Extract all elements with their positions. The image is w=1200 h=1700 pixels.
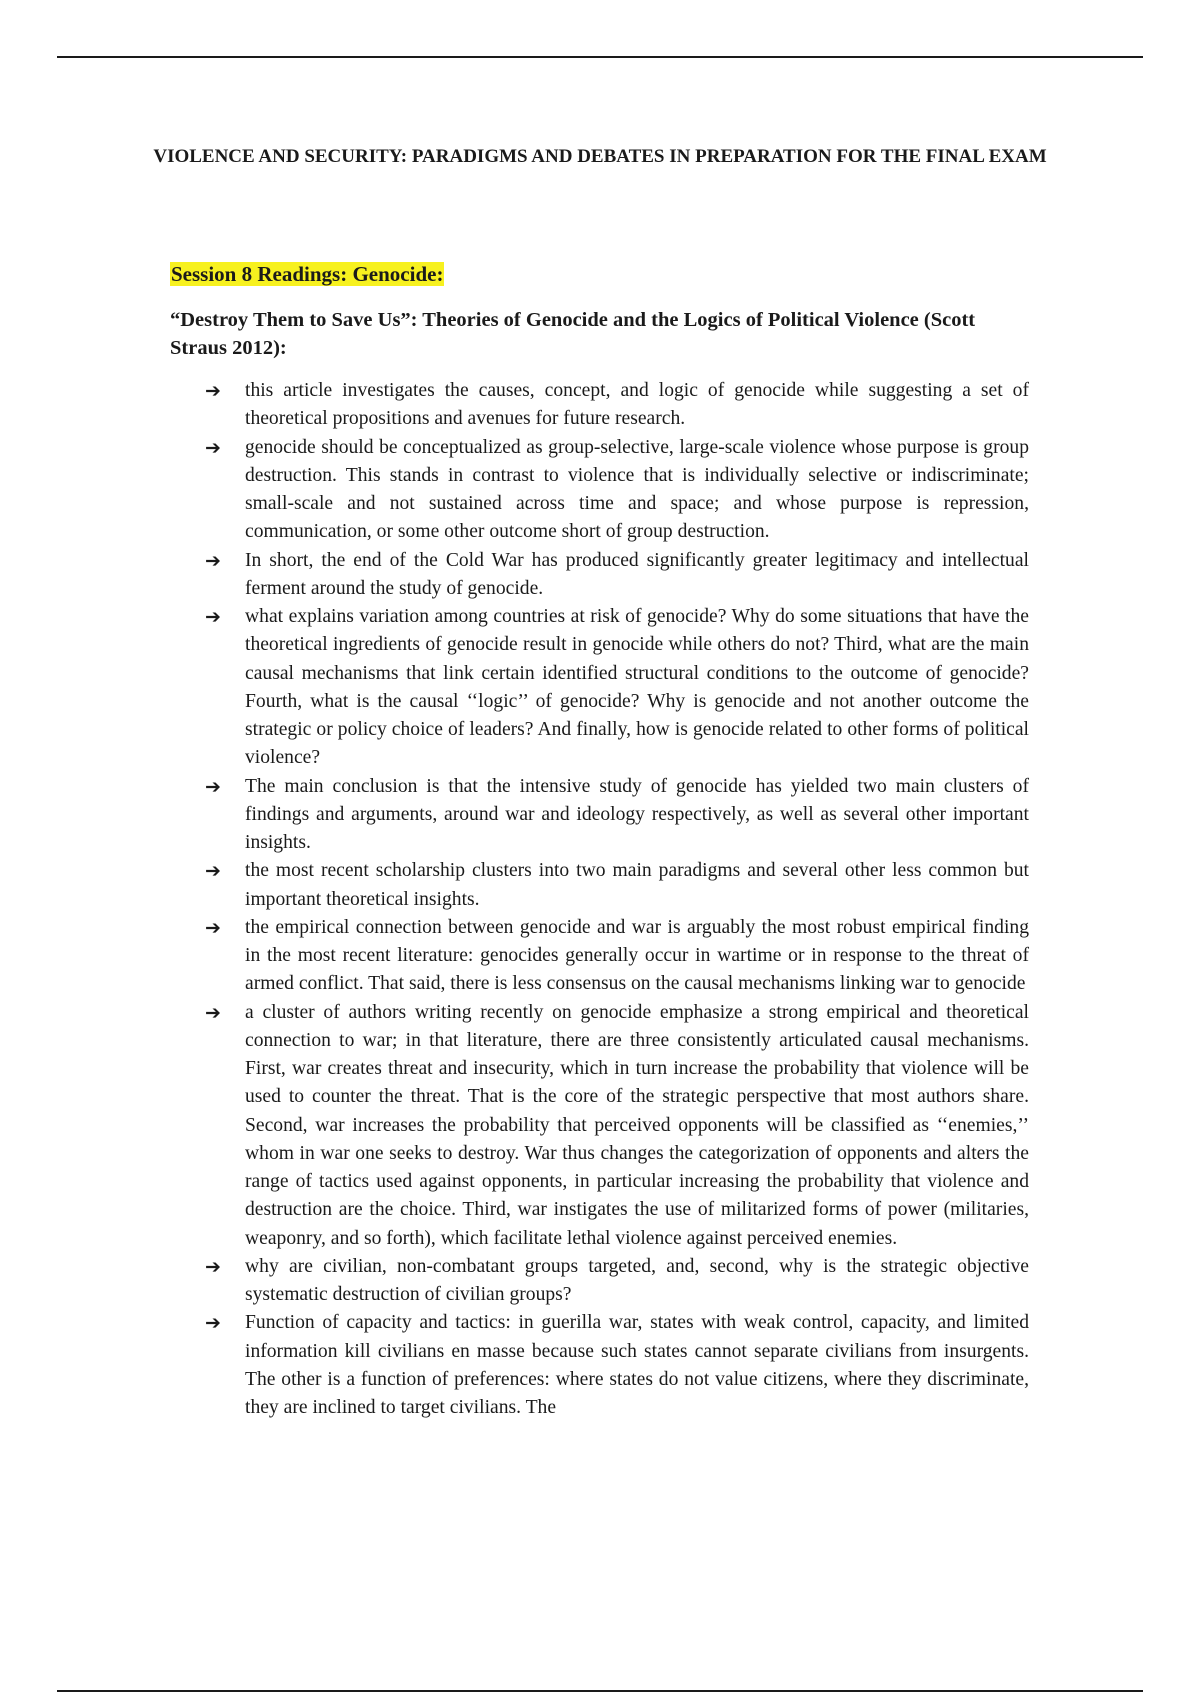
bullet-item [205, 857, 1029, 914]
bullet-text: a cluster of authors writing recently on genocide emphasize a strong empirical and theoretical connection to war; in that literature, there are three consistently articulated causal mechanisms. First, war creates threat and insecurity, which in turn increase the probability that violence will be used to counter the threat. That is the core of the strategic perspective that most authors share. Second, war increases the probability that perceived opponents will be classified as ‘‘enemies,’’ whom in war one seeks to destroy. War thus changes the categorization of opponents and alters the range of tactics used against opponents, in particular increasing the probability that violence and destruction are the choice. Third, war instigates the use of militarized forms of power (militaries, weaponry, and so forth), which facilitate lethal violence against perceived enemies. [245, 1001, 1029, 1249]
right-arrow-icon: ➔ [205, 1255, 221, 1278]
bullet-item [205, 377, 1029, 434]
right-arrow-icon: ➔ [205, 549, 221, 572]
bullet-text: genocide should be conceptualized as group-selective, large-scale violence whose purpose is group destruction. This stands in contrast to violence that is individually selective or indiscriminate; small-scale and not sustained across time and space; and whose purpose is repression, communication, or some other outcome short of group destruction. [245, 436, 1029, 543]
bullet-item [205, 547, 1029, 604]
top-rule [57, 56, 1143, 58]
right-arrow-icon: ➔ [205, 775, 221, 798]
bullet-item [205, 1309, 1029, 1422]
bullet-item [205, 914, 1029, 999]
session-heading [170, 261, 444, 287]
bullet-item [205, 434, 1029, 547]
bullet-list [205, 377, 1029, 1422]
bullet-item [205, 603, 1029, 773]
right-arrow-icon: ➔ [205, 606, 221, 628]
bullet-text: what explains variation among countries at risk of genocide? Why do some situations that have the theoretical ingredients of genocide result in genocide while others do not? Third, what are the main causal mechanisms that link certain identified structural conditions to the outcome of genocide? Fourth, what is the causal ‘‘logic’’ of genocide? Why is genocide and not another outcome the strategic or policy choice of leaders? And finally, how is genocide related to other forms of political violence? [245, 606, 1029, 769]
right-arrow-icon: ➔ [205, 860, 221, 883]
right-arrow-icon: ➔ [205, 1001, 221, 1024]
bullet-text: the empirical connection between genocide and war is arguably the most robust empirical finding in the most recent literature: genocides generally occur in wartime or in response to the threat of armed conflict. That said, there is less consensus on the causal mechanisms linking war to genocide [245, 916, 1029, 995]
bullet-text: why are civilian, non-combatant groups targeted, and, second, why is the strategic objective systematic destruction of civilian groups? [245, 1255, 1029, 1305]
bullet-item [205, 773, 1029, 858]
right-arrow-icon: ➔ [205, 380, 221, 402]
bottom-rule [57, 1690, 1143, 1692]
bullet-item [205, 1253, 1029, 1310]
session-heading-highlight: Session 8 Readings: Genocide: [171, 262, 444, 286]
reading-title: “Destroy Them to Save Us”: Theories of Genocide and the Logics of Political Violence (Scott Straus 2012): [170, 309, 976, 359]
bullet-text: the most recent scholarship clusters into two main paradigms and several other less common but important theoretical insights. [245, 860, 1029, 910]
right-arrow-icon: ➔ [205, 1312, 221, 1335]
bullet-text: In short, the end of the Cold War has produced significantly greater legitimacy and intellectual ferment around the study of genocide. [245, 549, 1029, 599]
right-arrow-icon: ➔ [205, 436, 221, 459]
bullet-text: Function of capacity and tactics: in guerilla war, states with weak control, capacity, and limited information kill civilians en masse because such states cannot separate civilians from insurgents. The other is a function of preferences: where states do not value citizens, where they discriminate, they are inclined to target civilians. The [245, 1312, 1029, 1418]
right-arrow-icon: ➔ [205, 916, 221, 939]
bullet-text: this article investigates the causes, concept, and logic of genocide while suggesting a set of theoretical propositions and avenues for future research. [245, 380, 1029, 430]
bullet-text: The main conclusion is that the intensive study of genocide has yielded two main clusters of findings and arguments, around war and ideology respectively, as well as several other important insights. [245, 775, 1029, 853]
bullet-item [205, 999, 1029, 1253]
document-title: VIOLENCE AND SECURITY: PARADIGMS AND DEBATES IN PREPARATION FOR THE FINAL EXAM [153, 146, 1047, 167]
